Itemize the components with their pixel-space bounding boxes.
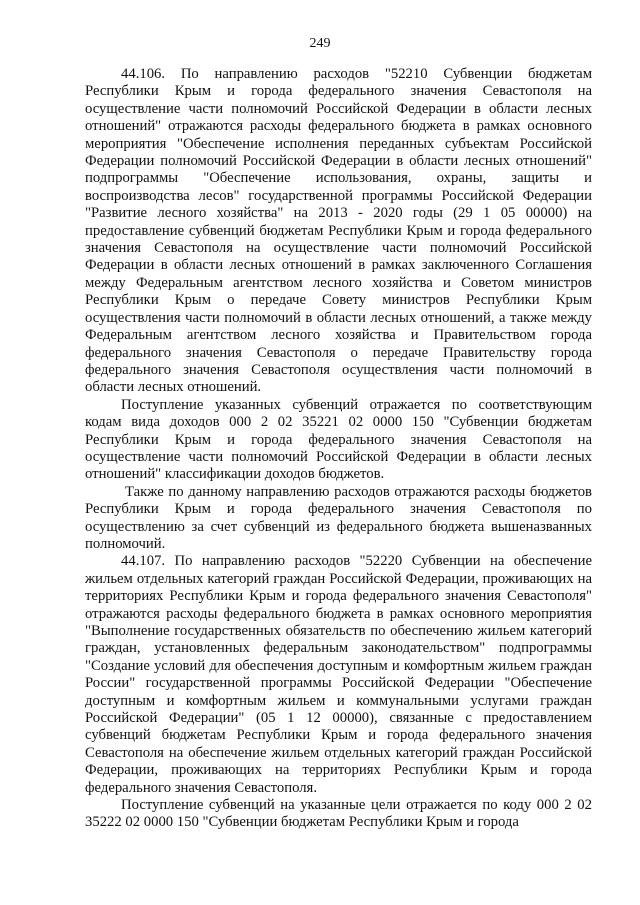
- paragraph-revenue-code-35221: Поступление указанных субвенций отражается по соответствующим кодам вида доходов 000 2 02 35221 02 0000 150 "Субвенции бюджетам Республики Крым и города федерального значения Севастополя на осуществление части полномочий Российской Федерации в области лесных отношений" классификации доходов бюджетов.: [85, 396, 592, 483]
- paragraph-also-reflected: Также по данному направлению расходов отражаются расходы бюджетов Республики Крым и города федерального значения Севастополя по осуществлению за счет субвенций из федерального бюджета вышеназванных полномочий.: [85, 483, 592, 552]
- paragraph-44-106: 44.106. По направлению расходов "52210 Субвенции бюджетам Республики Крым и города федерального значения Севастополя на осуществление части полномочий Российской Федерации в области лесных отношений" отражаются расходы федерального бюджета в рамках основного мероприятия "Обеспечение исполнения переданных субъектам Российской Федерации полномочий Российской Федерации в области лесных отношений" подпрограммы "Обеспечение использования, охраны, защиты и воспроизводства лесов" государственной программы Российской Федерации "Развитие лесного хозяйства" на 2013 - 2020 годы (29 1 05 00000) на предоставление субвенций бюджетам Республики Крым и города федерального значения Севастополя на осуществление части полномочий Российской Федерации в области лесных отношений в рамках заключенного Соглашения между Федеральным агентством лесного хозяйства и Советом министров Республики Крым о передаче Совету министров Республики Крым осуществления части полномочий в области лесных отношений, а также между Федеральным агентством лесного хозяйства и Правительством города федерального значения Севастополя о передаче Правительству города федерального значения Севастополя осуществления части полномочий в области лесных отношений.: [85, 66, 592, 396]
- paragraph-revenue-code-35222: Поступление субвенций на указанные цели отражается по коду 000 2 02 35222 02 0000 150 "Субвенции бюджетам Республики Крым и города: [85, 797, 592, 831]
- page-number: 249: [309, 36, 331, 51]
- body-text: [85, 66, 592, 832]
- paragraph-44-107: 44.107. По направлению расходов "52220 Субвенции на обеспечение жильем отдельных категорий граждан Российской Федерации, проживающих на территориях Республики Крым и города федерального значения Севастополя" отражаются расходы федерального бюджета в рамках основного мероприятия "Выполнение государственных обязательств по обеспечению жильем категорий граждан, установленных федеральным законодательством" подпрограммы "Создание условий для обеспечения доступным и комфортным жильем граждан России" государственной программы Российской Федерации "Обеспечение доступным и комфортным жильем и коммунальными услугами граждан Российской Федерации" (05 1 12 00000), связанные с предоставлением субвенций бюджетам Республики Крым и города федерального значения Севастополя на обеспечение жильем отдельных категорий граждан Российской Федерации, проживающих на территориях Республики Крым и города федерального значения Севастополя.: [85, 553, 592, 796]
